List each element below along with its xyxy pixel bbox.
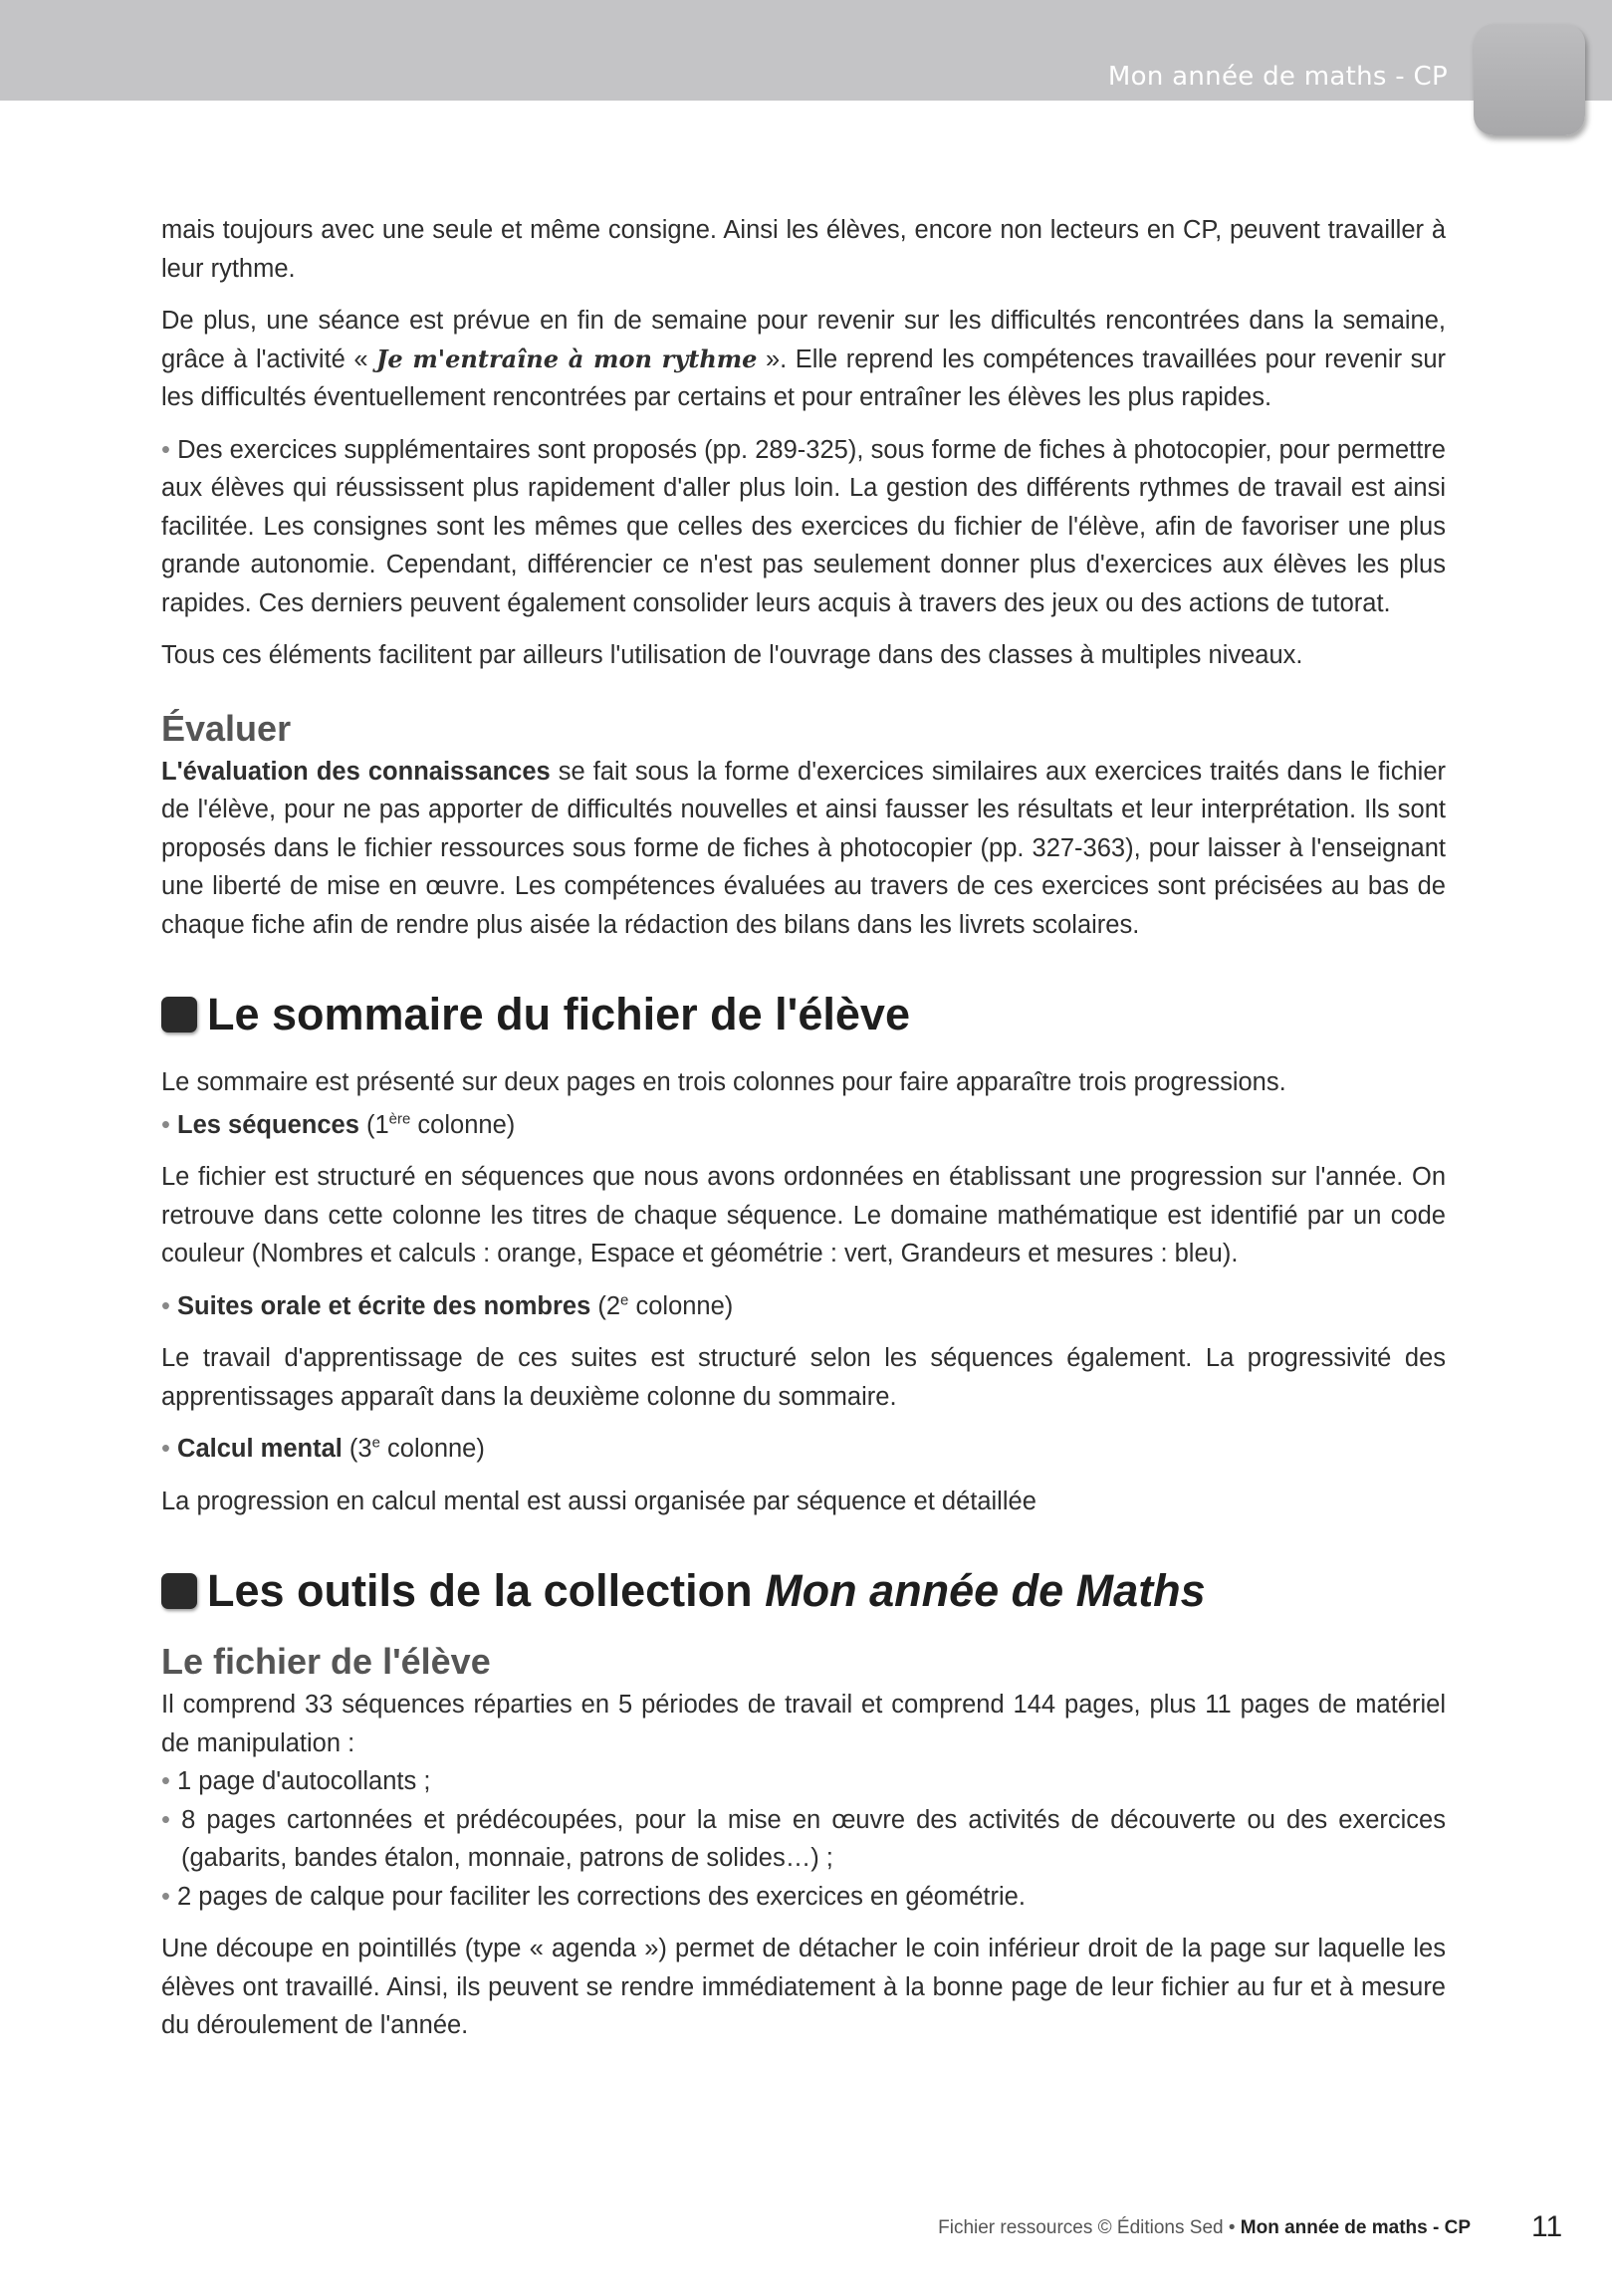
square-bullet-icon	[161, 1573, 197, 1609]
text-span: •	[1223, 2217, 1241, 2238]
footer-book-title: Mon année de maths - CP	[1240, 2217, 1471, 2238]
paragraph: Le sommaire est présenté sur deux pages en trois colonnes pour faire apparaître trois progressions.	[161, 1068, 1286, 1096]
superscript: ère	[388, 1110, 411, 1127]
activity-name: Je m'entraîne à mon rythme	[376, 344, 758, 373]
bullet-icon: •	[161, 1882, 170, 1911]
section-heading-sommaire	[161, 988, 1446, 1041]
text-span: (2	[590, 1291, 621, 1320]
heading-italic: Mon année de Maths	[765, 1565, 1206, 1616]
text-span: se fait sous la forme d'exercices similaires aux exercices traités dans le fichier de l'élève, pour ne pas apporter de difficultés nouvelles et ainsi fausser les résultats et leur interprétation. Ils sont proposés dans le fichier ressources sous forme de fiches à photocopier (pp. 327-363), pour laisser à l'enseignant une liberté de mise en œuvre. Les compétences évaluées au travers de ces exercices sont précisées au bas de chaque fiche afin de rendre plus aisée la rédaction des bilans dans les livrets scolaires.	[161, 757, 1446, 939]
bullet-icon: •	[161, 1291, 170, 1320]
superscript: e	[620, 1291, 629, 1308]
paragraph: mais toujours avec une seule et même consigne. Ainsi les élèves, encore non lecteurs en CP, peuvent travailler à leur rythme.	[161, 216, 1446, 283]
text-span: colonne)	[628, 1291, 734, 1320]
list-item	[161, 1801, 1446, 1878]
bullet-icon: •	[161, 1435, 170, 1463]
text-span: 1 page d'autocollants ;	[177, 1767, 431, 1795]
paragraph: Une découpe en pointillés (type « agenda ») permet de détacher le coin inférieur droit de la page sur laquelle les élèves ont travaillé. Ainsi, ils peuvent se rendre immédiatement à la bonne page de leur fichier au fur et à mesure du déroulement de l'année.	[161, 1935, 1446, 2039]
paragraph	[161, 302, 1446, 417]
text-span: Des exercices supplémentaires sont proposés (pp. 289-325), sous forme de fiches à photocopier, pour permettre aux élèves qui réussissent plus rapidement d'aller plus loin. La gestion des différents rythmes de travail est ainsi facilitée. Les consignes sont les mêmes que celles des exercices du fichier de l'élève, afin de favoriser une plus grande autonomie. Cependant, différencier ce n'est pas seulement donner plus d'exercices aux élèves les plus rapides. Ces derniers peuvent également consolider leurs acquis à travers des jeux ou des actions de tutorat.	[161, 435, 1446, 617]
bullet-icon: •	[161, 1805, 170, 1834]
bullet-label	[161, 1106, 1446, 1145]
text-span: colonne)	[410, 1110, 516, 1139]
text-span: ». Elle reprend les compétences travaillées pour revenir sur les difficultés éventuellement rencontrées par certains et pour entraîner les élèves les plus rapides.	[161, 344, 1446, 411]
paragraph: Le fichier est structuré en séquences que nous avons ordonnées en établissant une progression sur l'année. On retrouve dans cette colonne les titres de chaque séquence. Le domaine mathématique est identifié par un code couleur (Nombres et calculs : orange, Espace et géométrie : vert, Grandeurs et mesures : bleu).	[161, 1163, 1446, 1267]
text-span: Fichier ressources © Éditions Sed	[938, 2217, 1224, 2238]
text-span: (3	[342, 1435, 372, 1463]
square-bullet-icon	[161, 997, 197, 1033]
footer-credit	[938, 2217, 1471, 2239]
page-tab	[1474, 24, 1585, 135]
bullet-label	[161, 1287, 1446, 1326]
bullet-icon: •	[161, 1110, 170, 1139]
paragraph: La progression en calcul mental est aussi organisée par séquence et détaillée	[161, 1487, 1036, 1515]
page-number: 11	[1531, 2210, 1563, 2243]
section-heading-outils	[161, 1564, 1446, 1618]
bold-term: Les séquences	[177, 1110, 359, 1139]
superscript: e	[371, 1434, 380, 1452]
bullet-icon: •	[161, 1767, 170, 1795]
bold-term: Calcul mental	[177, 1435, 343, 1463]
bullet-icon: •	[161, 435, 170, 464]
running-title: Mon année de maths - CP	[1107, 62, 1448, 92]
page-body	[161, 211, 1446, 2059]
paragraph: Tous ces éléments facilitent par ailleurs l'utilisation de l'ouvrage dans des classes à multiples niveaux.	[161, 641, 1303, 669]
text-span: colonne)	[379, 1435, 485, 1463]
list-item	[161, 1762, 1446, 1801]
paragraph: Le travail d'apprentissage de ces suites est structuré selon les séquences également. La progressivité des apprentissages apparaît dans la deuxième colonne du sommaire.	[161, 1344, 1446, 1411]
subsection-heading-fichier: Le fichier de l'élève	[161, 1641, 491, 1682]
bold-term: Suites orale et écrite des nombres	[177, 1291, 591, 1320]
text-span: 2 pages de calque pour faciliter les corrections des exercices en géométrie.	[177, 1882, 1026, 1911]
text-span: (1	[358, 1110, 389, 1139]
heading-text: Le sommaire du fichier de l'élève	[207, 989, 910, 1039]
paragraph	[161, 753, 1446, 945]
subsection-heading-evaluer: Évaluer	[161, 707, 292, 749]
bullet-label	[161, 1430, 1446, 1469]
text-span: De plus, une séance est prévue en fin de semaine pour revenir sur les difficultés rencontrées dans la semaine, grâce à l'activité «	[161, 307, 1446, 373]
bullet-paragraph	[161, 431, 1446, 623]
paragraph: Il comprend 33 séquences réparties en 5 périodes de travail et comprend 144 pages, plus 11 pages de matériel de manipulation :	[161, 1691, 1446, 1757]
heading-text: Les outils de la collection	[207, 1565, 766, 1616]
text-span: 8 pages cartonnées et prédécoupées, pour la mise en œuvre des activités de découverte ou des exercices (gabarits, bandes étalon, monnaie, patrons de solides…) ;	[181, 1805, 1446, 1872]
bold-term: L'évaluation des connaissances	[161, 757, 551, 786]
list-item	[161, 1878, 1446, 1917]
